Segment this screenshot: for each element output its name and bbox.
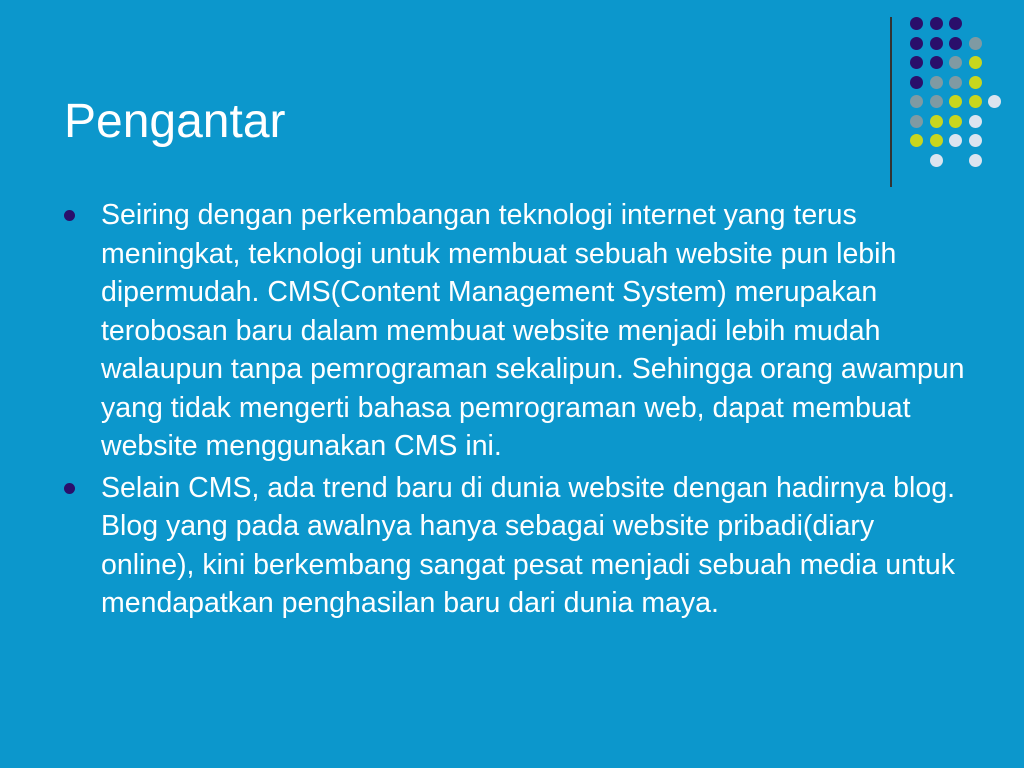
decorative-dot [910,95,923,108]
decorative-dot [949,115,962,128]
decorative-dot [969,95,982,108]
decorative-dot [930,134,943,147]
slide-title: Pengantar [64,95,286,148]
decorative-dot [910,115,923,128]
bullet-list [64,196,974,626]
decorative-dot [969,115,982,128]
decorative-dot [949,134,962,147]
decorative-dot [969,37,982,50]
decorative-dot [949,76,962,89]
decorative-dot [930,17,943,30]
decorative-dot [910,56,923,69]
bullet-text: Seiring dengan perkembangan teknologi internet yang terus meningkat, teknologi untuk membuat sebuah website pun lebih dipermudah. CMS(Content Management System) merupakan terobosan baru dalam membuat website menjadi lebih mudah walaupun tanpa pemrograman sekalipun. Sehingga orang awampun yang tidak mengerti bahasa pemrograman web, dapat membuat website menggunakan CMS ini. [101,199,965,462]
decorative-dot [949,17,962,30]
bullet-item-2 [64,469,974,623]
decorative-dot [910,76,923,89]
decorative-dot [930,154,943,167]
decorative-dot [930,76,943,89]
decorative-dot [969,154,982,167]
bullet-icon [64,210,75,221]
bullet-text: Selain CMS, ada trend baru di dunia website dengan hadirnya blog. Blog yang pada awalnya hanya sebagai website pribadi(diary online), kini berkembang sangat pesat menjadi sebuah media untuk mendapatkan penghasilan baru dari dunia maya. [101,471,955,619]
decorative-dot [910,37,923,50]
decorative-dot [930,37,943,50]
decorative-dot [949,56,962,69]
decorative-dot [969,56,982,69]
decorative-dot [949,37,962,50]
decorative-dot [969,134,982,147]
decorative-dot [910,17,923,30]
decorative-dot [969,76,982,89]
decorative-dot-grid [910,17,1010,167]
bullet-icon [64,483,75,494]
decorative-dot [949,95,962,108]
decorative-dot [988,95,1001,108]
decorative-dot [910,134,923,147]
decorative-dot [930,115,943,128]
decorative-dot [930,95,943,108]
decorative-dot [930,56,943,69]
bullet-item-1 [64,196,974,466]
title-divider-line [890,17,892,187]
